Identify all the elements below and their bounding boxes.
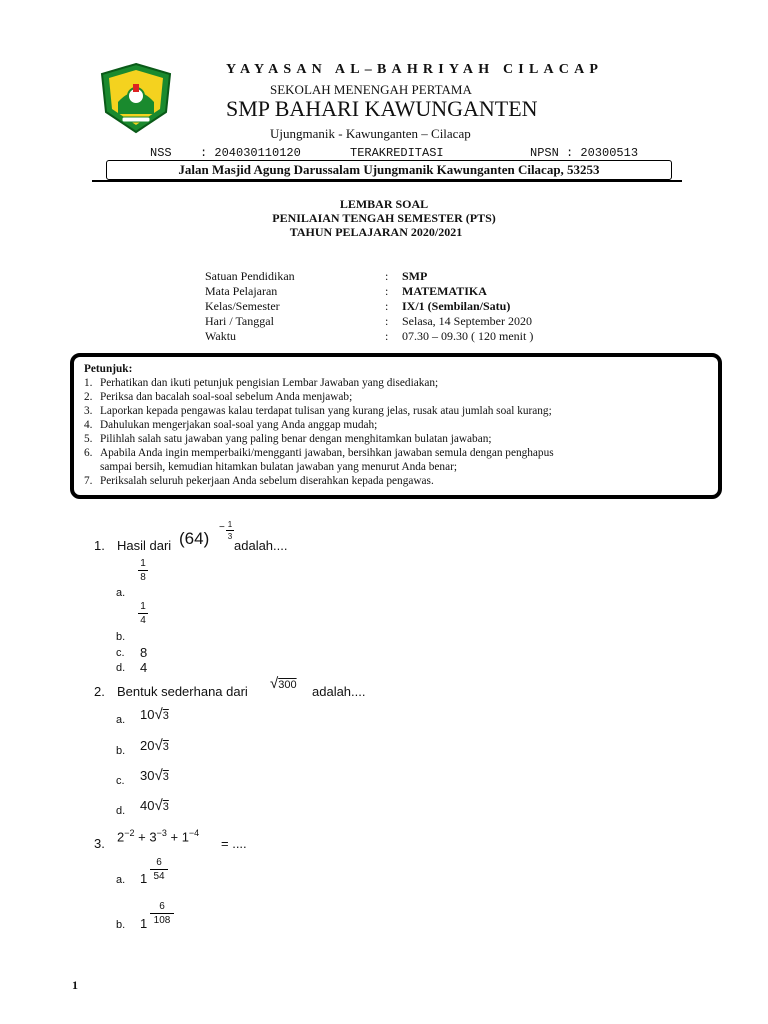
option-a-label[interactable]: a.: [116, 874, 126, 886]
accreditation: TERAKREDITASI: [350, 146, 444, 160]
option-a-value: 10√3: [140, 706, 169, 723]
npsn: NPSN : 20300513: [530, 146, 639, 160]
instruction-item: 7. Periksalah seluruh pekerjaan Anda sebelum diserahkan kepada pengawas.: [84, 475, 434, 487]
info-key: Kelas/Semester: [205, 299, 280, 313]
question-3-number: 3.: [94, 836, 105, 851]
instruction-item: 4. Dahulukan mengerjakan soal-soal yang Anda anggap mudah;: [84, 419, 378, 431]
info-key: Satuan Pendidikan: [205, 269, 295, 283]
option-d-label[interactable]: d.: [116, 805, 126, 817]
school-address: Ujungmanik - Kawunganten – Cilacap: [270, 126, 471, 141]
academic-year: TAHUN PELAJARAN 2020/2021: [289, 225, 463, 239]
option-a-fraction: 6 54: [150, 857, 168, 882]
question-1-number: 1.: [94, 538, 105, 553]
question-1-suffix: adalah....: [234, 538, 288, 553]
info-key: Waktu: [205, 329, 237, 343]
question-2-radical: √300: [270, 675, 297, 692]
info-colon: :: [385, 284, 389, 298]
info-key: Mata Pelajaran: [205, 284, 278, 298]
instruction-item: 3. Laporkan kepada pengawas kalau terdapat tulisan yang kurang jelas, rusak atau jumlah soal kurang;: [84, 405, 552, 417]
instructions-title: Petunjuk:: [84, 363, 133, 375]
option-b-label[interactable]: b.: [116, 745, 126, 757]
instruction-item: 5. Pilihlah salah satu jawaban yang paling benar dengan menghitamkan bulatan jawaban;: [84, 433, 492, 445]
header-divider: [92, 180, 682, 182]
street-address-box: Jalan Masjid Agung Darussalam Ujungmanik Kawunganten Cilacap, 53253: [106, 160, 672, 180]
info-colon: :: [385, 269, 389, 283]
option-d-value: 4: [140, 660, 148, 675]
option-a-label[interactable]: a.: [116, 587, 126, 599]
sheet-title: LEMBAR SOAL: [339, 197, 429, 211]
info-key: Hari / Tanggal: [205, 314, 274, 328]
school-type: SEKOLAH MENENGAH PERTAMA: [270, 82, 472, 97]
option-c-label[interactable]: c.: [116, 775, 125, 787]
question-1-exponent: 1 3: [227, 520, 233, 541]
info-value: MATEMATIKA: [402, 284, 487, 298]
question-1-prefix: Hasil dari: [117, 538, 172, 553]
school-logo: [100, 62, 172, 134]
question-1-exp-sign: −: [219, 522, 225, 533]
option-b-value: 20√3: [140, 737, 169, 754]
info-value: 07.30 – 09.30 ( 120 menit ): [402, 329, 534, 343]
option-a-whole: 1: [140, 871, 148, 886]
option-c-value: 30√3: [140, 767, 169, 784]
instruction-item: 2. Periksa dan bacalah soal-soal sebelum Anda menjawab;: [84, 391, 353, 403]
nss-value: : 204030110120: [200, 146, 301, 160]
option-b-fraction: 1 4: [138, 601, 148, 626]
option-b-label[interactable]: b.: [116, 919, 126, 931]
nss-label: NSS: [150, 146, 172, 160]
instruction-item: 6. Apabila Anda ingin memperbaiki/mengganti jawaban, bersihkan jawaban semula dengan penghapus: [84, 447, 554, 459]
option-d-label[interactable]: d.: [116, 662, 126, 674]
info-colon: :: [385, 314, 389, 328]
info-value: IX/1 (Sembilan/Satu): [402, 299, 511, 313]
option-b-label[interactable]: b.: [116, 631, 126, 643]
instructions-box: [70, 353, 722, 499]
option-c-value: 8: [140, 645, 148, 660]
question-3-suffix: = ....: [221, 836, 247, 851]
option-c-label[interactable]: c.: [116, 647, 125, 659]
question-3-expression: $2^{-2} + 3^{-3} + 1^{-4}$: [117, 828, 200, 845]
question-2-number: 2.: [94, 684, 105, 699]
question-2-prefix: Bentuk sederhana dari: [117, 684, 248, 699]
instruction-item: 1. Perhatikan dan ikuti petunjuk pengisian Lembar Jawaban yang disediakan;: [84, 377, 439, 389]
info-value: SMP: [402, 269, 428, 283]
option-b-fraction: 6 108: [150, 901, 174, 926]
option-b-whole: 1: [140, 916, 148, 931]
exam-title: PENILAIAN TENGAH SEMESTER (PTS): [272, 211, 496, 225]
info-value: Selasa, 14 September 2020: [402, 314, 532, 328]
option-a-label[interactable]: a.: [116, 714, 126, 726]
question-2-suffix: adalah....: [312, 684, 366, 699]
question-1-base: (64): [179, 529, 210, 548]
option-d-value: 40√3: [140, 797, 169, 814]
option-a-fraction: 1 8: [138, 558, 148, 583]
info-colon: :: [385, 329, 389, 343]
instruction-item: sampai bersih, kemudian hitamkan bulatan jawaban yang menurut Anda benar;: [100, 461, 457, 473]
school-name: SMP BAHARI KAWUNGANTEN: [226, 96, 538, 121]
info-colon: :: [385, 299, 389, 313]
page-number: 1: [72, 978, 78, 992]
foundation-name: YAYASAN AL–BAHRIYAH CILACAP: [226, 62, 604, 77]
